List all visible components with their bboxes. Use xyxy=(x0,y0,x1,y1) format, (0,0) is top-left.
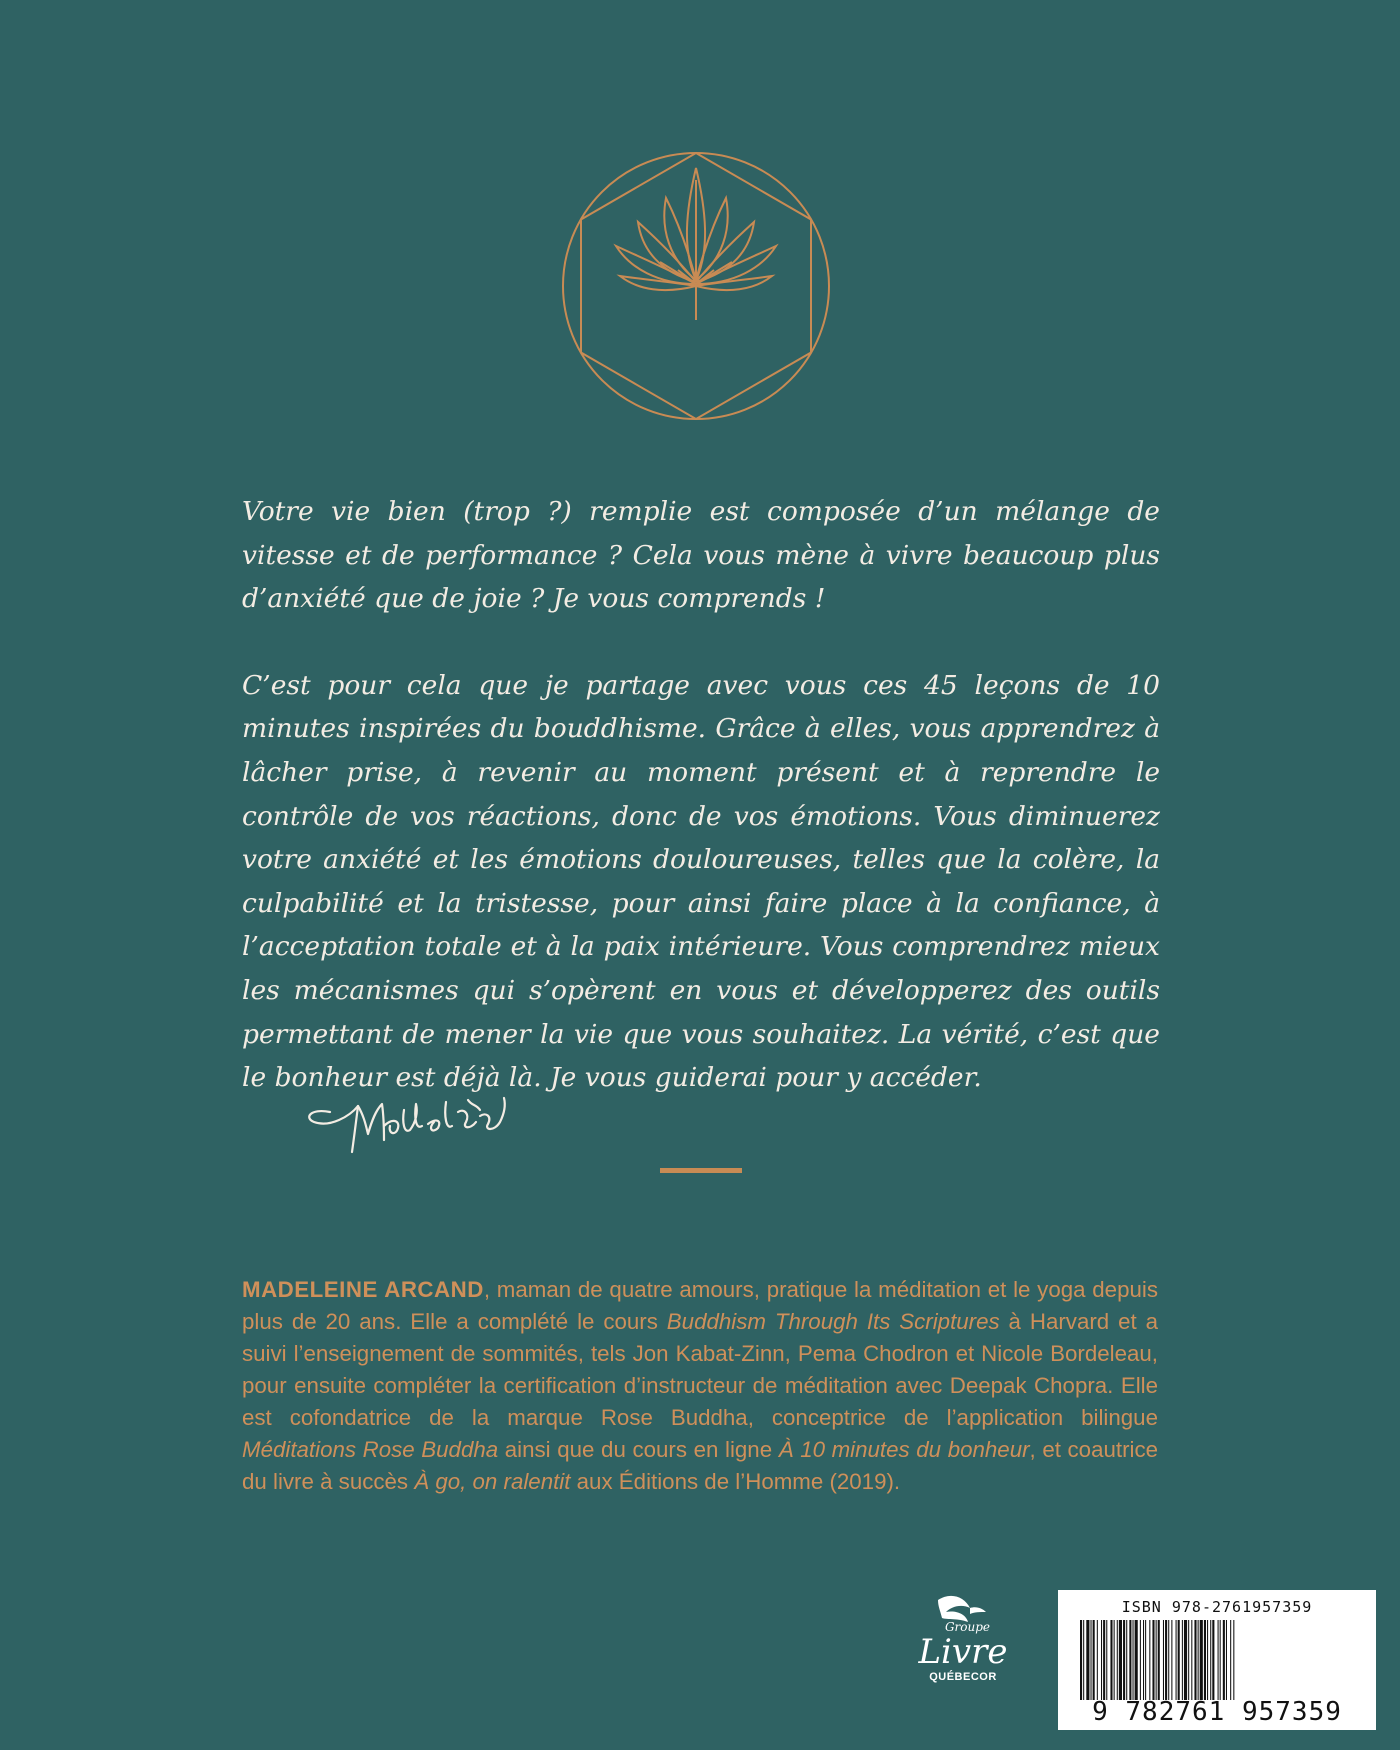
barcode-bar xyxy=(1097,1620,1098,1700)
barcode-bar xyxy=(1226,1620,1227,1700)
barcode-bar xyxy=(1194,1620,1196,1700)
barcode-bar xyxy=(1178,1620,1180,1700)
isbn-barcode xyxy=(1058,1590,1376,1730)
barcode-bars xyxy=(1080,1620,1360,1700)
barcode-bar xyxy=(1198,1620,1199,1700)
author-bio: MADELEINE ARCAND, maman de quatre amours, pratique la méditation et le yoga depuis plus de 20 ans. Elle a complété le cours Buddhism Through Its Scriptures à Harvard et a suivi l’enseignement de sommités, tels Jon Kabat-Zinn, Pema Chodron et Nicole Bordeleau, pour ensuite compléter la certification d’instructeur de méditation avec Deepak Chopra. Elle est cofondatrice de la marque Rose Buddha, conceptrice de l’application bilingue Méditations Rose Buddha ainsi que du cours en ligne À 10 minutes du bonheur, et coautrice du livre à succès À go, on ralentit aux Éditions de l’Homme (2019). xyxy=(242,1277,1159,1494)
barcode-bar xyxy=(1103,1620,1105,1700)
barcode-bar xyxy=(1182,1620,1183,1700)
publisher-quebecor: QUÉBECOR xyxy=(929,1671,997,1683)
barcode-bar xyxy=(1140,1620,1141,1700)
publisher-logo xyxy=(908,1620,1018,1683)
blurb-paragraph: Votre vie bien (trop ?) remplie est composée d’un mélange de vitesse et de performance ? Cela vous mène à vivre beaucoup plus d’anxiété que de joie ? Je vous comprends ! xyxy=(242,496,1160,615)
barcode-bar xyxy=(1106,1620,1107,1700)
back-cover-blurb xyxy=(242,490,1160,1100)
barcode-bar xyxy=(1080,1620,1082,1700)
barcode-bar xyxy=(1133,1620,1134,1700)
barcode-bar xyxy=(1176,1620,1177,1700)
barcode-bar xyxy=(1101,1620,1102,1700)
barcode-bar xyxy=(1207,1620,1208,1700)
barcode-bar xyxy=(1171,1620,1172,1700)
barcode-bar xyxy=(1126,1620,1127,1700)
barcode-bar xyxy=(1114,1620,1115,1700)
barcode-bar xyxy=(1093,1620,1095,1700)
barcode-bar xyxy=(1184,1620,1187,1700)
online-course-title: À 10 minutes du bonheur xyxy=(778,1437,1030,1462)
isbn-label: ISBN 978-2761957359 xyxy=(1121,1598,1313,1616)
barcode-bar xyxy=(1204,1620,1206,1700)
barcode-bar xyxy=(1117,1620,1118,1700)
barcode-bar xyxy=(1188,1620,1189,1700)
app-title: Méditations Rose Buddha xyxy=(242,1437,499,1462)
barcode-bar xyxy=(1123,1620,1125,1700)
divider xyxy=(660,1168,742,1173)
author-signature xyxy=(300,1082,550,1158)
barcode-bar xyxy=(1152,1620,1154,1700)
barcode-bar xyxy=(1086,1620,1089,1700)
barcode-bar xyxy=(1200,1620,1203,1700)
barcode-bar xyxy=(1191,1620,1192,1700)
course-title: Buddhism Through Its Scriptures xyxy=(666,1309,1000,1334)
barcode-bar xyxy=(1220,1620,1221,1700)
barcode-bar xyxy=(1223,1620,1225,1700)
barcode-bar xyxy=(1143,1620,1144,1700)
barcode-bar xyxy=(1091,1620,1092,1700)
barcode-bar xyxy=(1163,1620,1164,1700)
publisher-groupe: Groupe xyxy=(944,1620,990,1634)
barcode-bar xyxy=(1168,1620,1169,1700)
barcode-bar xyxy=(1145,1620,1146,1700)
barcode-bar xyxy=(1212,1620,1214,1700)
ean-number: 9 782761 957359 xyxy=(1092,1697,1342,1727)
barcode-bar xyxy=(1233,1620,1234,1700)
barcode-bar xyxy=(1135,1620,1138,1700)
barcode-bar xyxy=(1158,1620,1160,1700)
lotus-emblem-icon xyxy=(560,150,832,422)
blurb-paragraph: C’est pour cela que je partage avec vous ces 45 leçons de 10 minutes inspirées du bouddhisme. Grâce à elles, vous apprendrez à lâcher prise, à revenir au moment présent et à reprendre le contrôle de vos réactions, donc de vos émotions. Vous diminuerez votre anxiété et les émotions douloureuses, telles que la colère, la culpabilité et la tristesse, pour ainsi faire place à la confiance, à l’acceptation totale et à la paix intérieure. Vous comprendrez mieux les mécanismes qui s’opèrent en vous et développerez des outils permettant de mener la vie que vous souhaitez. La vérité, c’est que le bonheur est déjà là. Je vous guiderai pour y accéder. xyxy=(242,669,1160,1094)
barcode-bar xyxy=(1156,1620,1157,1700)
barcode-bar xyxy=(1230,1620,1231,1700)
barcode-bar xyxy=(1110,1620,1112,1700)
barcode-bar xyxy=(1083,1620,1084,1700)
author-name: MADELEINE ARCAND xyxy=(242,1277,484,1302)
publisher-livre: Livre xyxy=(918,1632,1008,1672)
barcode-bar xyxy=(1210,1620,1211,1700)
book-title: À go, on ralentit xyxy=(414,1469,571,1494)
barcode-bar xyxy=(1165,1620,1167,1700)
barcode-bar xyxy=(1218,1620,1219,1700)
barcode-bar xyxy=(1149,1620,1150,1700)
barcode-bar xyxy=(1119,1620,1122,1700)
barcode-bar xyxy=(1129,1620,1131,1700)
